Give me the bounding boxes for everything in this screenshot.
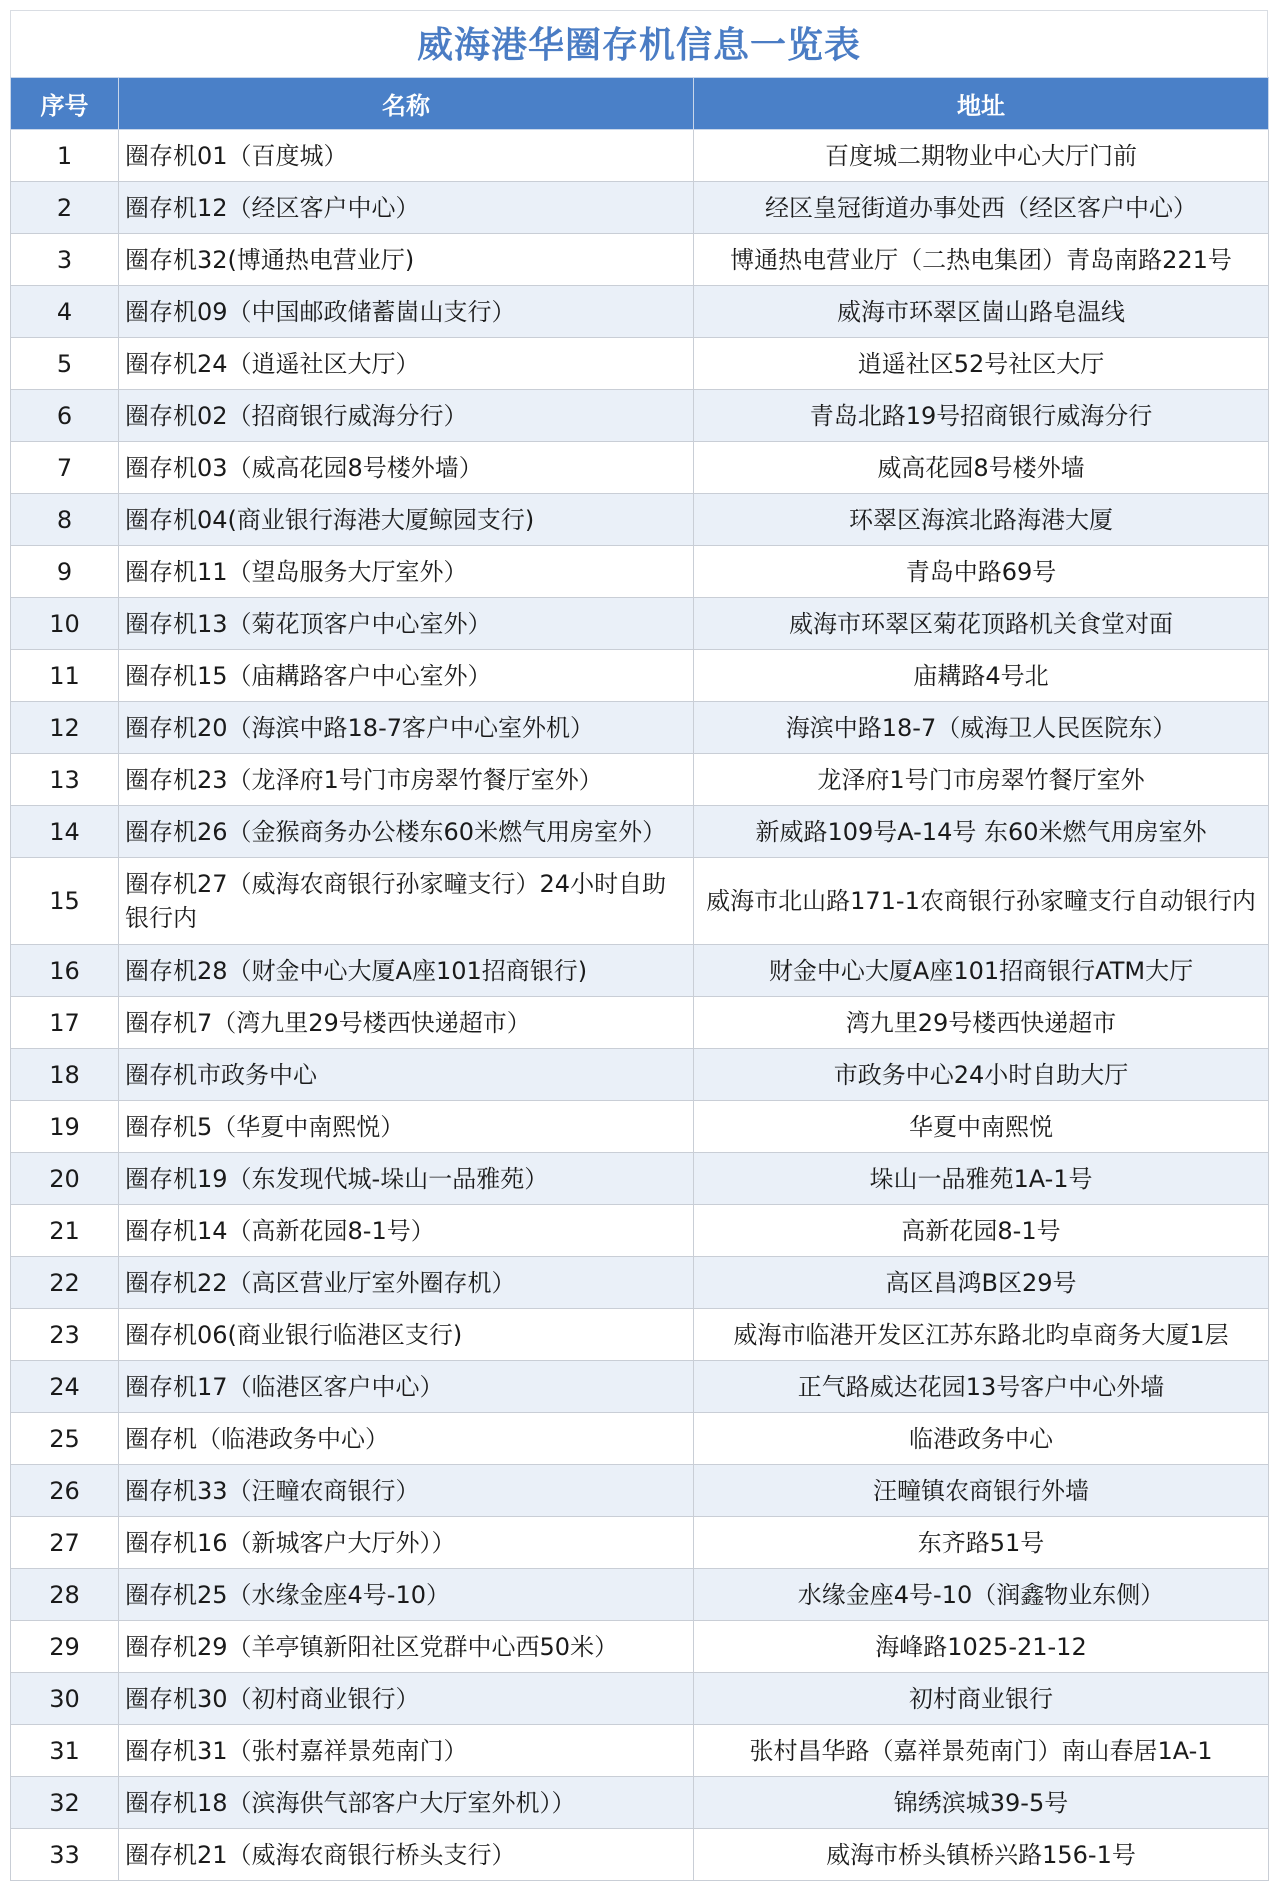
table-row (11, 858, 1269, 945)
row-address: 庙耩路4号北 (694, 650, 1269, 702)
table-row (11, 494, 1269, 546)
row-address: 初村商业银行 (694, 1673, 1269, 1725)
row-index: 1 (11, 130, 119, 182)
table-row (11, 338, 1269, 390)
table-row (11, 598, 1269, 650)
row-address: 张村昌华路（嘉祥景苑南门）南山春居1A-1 (694, 1725, 1269, 1777)
table-row (11, 1205, 1269, 1257)
row-address: 海峰路1025-21-12 (694, 1621, 1269, 1673)
row-index: 5 (11, 338, 119, 390)
row-name: 圈存机32(博通热电营业厅) (119, 234, 694, 286)
row-index: 15 (11, 858, 119, 945)
table-row (11, 702, 1269, 754)
row-name: 圈存机22（高区营业厅室外圈存机） (119, 1257, 694, 1309)
row-address: 正气路威达花园13号客户中心外墙 (694, 1361, 1269, 1413)
row-index: 24 (11, 1361, 119, 1413)
row-address: 青岛中路69号 (694, 546, 1269, 598)
row-index: 19 (11, 1101, 119, 1153)
table-row (11, 1569, 1269, 1621)
table-row (11, 182, 1269, 234)
row-name: 圈存机29（羊亭镇新阳社区党群中心西50米） (119, 1621, 694, 1673)
row-index: 33 (11, 1829, 119, 1881)
row-index: 6 (11, 390, 119, 442)
table-row (11, 1777, 1269, 1829)
row-name: 圈存机04(商业银行海港大厦鲸园支行) (119, 494, 694, 546)
row-address: 经区皇冠街道办事处西（经区客户中心） (694, 182, 1269, 234)
table-row (11, 1361, 1269, 1413)
row-index: 27 (11, 1517, 119, 1569)
row-name: 圈存机14（高新花园8-1号） (119, 1205, 694, 1257)
row-name: 圈存机7（湾九里29号楼西快递超市） (119, 997, 694, 1049)
table-row (11, 1621, 1269, 1673)
row-address: 汪疃镇农商银行外墙 (694, 1465, 1269, 1517)
row-name: 圈存机25（水缘金座4号-10） (119, 1569, 694, 1621)
table-row (11, 1829, 1269, 1881)
row-index: 22 (11, 1257, 119, 1309)
row-index: 26 (11, 1465, 119, 1517)
row-name: 圈存机28（财金中心大厦A座101招商银行) (119, 945, 694, 997)
row-index: 2 (11, 182, 119, 234)
row-index: 23 (11, 1309, 119, 1361)
row-address: 威海市桥头镇桥兴路156-1号 (694, 1829, 1269, 1881)
row-address: 逍遥社区52号社区大厅 (694, 338, 1269, 390)
row-name: 圈存机18（滨海供气部客户大厅室外机）） (119, 1777, 694, 1829)
table-row (11, 945, 1269, 997)
row-name: 圈存机15（庙耩路客户中心室外） (119, 650, 694, 702)
table-row (11, 754, 1269, 806)
header-index: 序号 (11, 78, 119, 130)
row-index: 4 (11, 286, 119, 338)
table-body (11, 130, 1269, 1881)
row-name: 圈存机23（龙泽府1号门市房翠竹餐厅室外） (119, 754, 694, 806)
table-row (11, 442, 1269, 494)
row-address: 百度城二期物业中心大厅门前 (694, 130, 1269, 182)
row-address: 环翠区海滨北路海港大厦 (694, 494, 1269, 546)
row-index: 20 (11, 1153, 119, 1205)
row-address: 新威路109号A-14号 东60米燃气用房室外 (694, 806, 1269, 858)
row-name: 圈存机16（新城客户大厅外）） (119, 1517, 694, 1569)
row-name: 圈存机09（中国邮政储蓄崮山支行） (119, 286, 694, 338)
row-name: 圈存机（临港政务中心） (119, 1413, 694, 1465)
table-row (11, 1517, 1269, 1569)
row-name: 圈存机01（百度城） (119, 130, 694, 182)
row-address: 湾九里29号楼西快递超市 (694, 997, 1269, 1049)
row-address: 博通热电营业厅（二热电集团）青岛南路221号 (694, 234, 1269, 286)
row-name: 圈存机02（招商银行威海分行） (119, 390, 694, 442)
row-name: 圈存机26（金猴商务办公楼东60米燃气用房室外） (119, 806, 694, 858)
row-address: 海滨中路18-7（威海卫人民医院东） (694, 702, 1269, 754)
table-row (11, 1049, 1269, 1101)
table-row (11, 1725, 1269, 1777)
info-table (10, 77, 1269, 1881)
row-index: 12 (11, 702, 119, 754)
row-index: 18 (11, 1049, 119, 1101)
header-address: 地址 (694, 78, 1269, 130)
row-address: 华夏中南熙悦 (694, 1101, 1269, 1153)
row-address: 高新花园8-1号 (694, 1205, 1269, 1257)
row-index: 11 (11, 650, 119, 702)
row-address: 水缘金座4号-10（润鑫物业东侧） (694, 1569, 1269, 1621)
row-name: 圈存机19（东发现代城-垛山一品雅苑） (119, 1153, 694, 1205)
row-name: 圈存机12（经区客户中心） (119, 182, 694, 234)
row-name: 圈存机13（菊花顶客户中心室外） (119, 598, 694, 650)
row-address: 龙泽府1号门市房翠竹餐厅室外 (694, 754, 1269, 806)
row-address: 高区昌鸿B区29号 (694, 1257, 1269, 1309)
row-address: 市政务中心24小时自助大厅 (694, 1049, 1269, 1101)
row-name: 圈存机21（威海农商银行桥头支行） (119, 1829, 694, 1881)
row-name: 圈存机33（汪疃农商银行） (119, 1465, 694, 1517)
row-index: 17 (11, 997, 119, 1049)
row-name: 圈存机03（威高花园8号楼外墙） (119, 442, 694, 494)
table-row (11, 390, 1269, 442)
table-row (11, 1673, 1269, 1725)
page-title: 威海港华圈存机信息一览表 (416, 25, 861, 66)
table-row (11, 130, 1269, 182)
table-row (11, 286, 1269, 338)
table-row (11, 1309, 1269, 1361)
row-address: 威海市环翠区崮山路皂温线 (694, 286, 1269, 338)
row-index: 9 (11, 546, 119, 598)
row-index: 32 (11, 1777, 119, 1829)
row-address: 威高花园8号楼外墙 (694, 442, 1269, 494)
row-name: 圈存机5（华夏中南熙悦） (119, 1101, 694, 1153)
row-name: 圈存机24（逍遥社区大厅） (119, 338, 694, 390)
row-name: 圈存机06(商业银行临港区支行) (119, 1309, 694, 1361)
table-row (11, 1257, 1269, 1309)
row-address: 锦绣滨城39-5号 (694, 1777, 1269, 1829)
row-index: 30 (11, 1673, 119, 1725)
row-index: 29 (11, 1621, 119, 1673)
row-address: 威海市环翠区菊花顶路机关食堂对面 (694, 598, 1269, 650)
row-index: 8 (11, 494, 119, 546)
row-index: 7 (11, 442, 119, 494)
row-address: 东齐路51号 (694, 1517, 1269, 1569)
row-index: 16 (11, 945, 119, 997)
row-name: 圈存机市政务中心 (119, 1049, 694, 1101)
table-row (11, 1101, 1269, 1153)
table-header-row (11, 78, 1269, 130)
table-row (11, 650, 1269, 702)
row-address: 垛山一品雅苑1A-1号 (694, 1153, 1269, 1205)
row-index: 25 (11, 1413, 119, 1465)
table-row (11, 546, 1269, 598)
table-row (11, 1465, 1269, 1517)
row-address: 临港政务中心 (694, 1413, 1269, 1465)
row-name: 圈存机27（威海农商银行孙家疃支行）24小时自助银行内 (119, 858, 694, 945)
row-index: 21 (11, 1205, 119, 1257)
row-index: 10 (11, 598, 119, 650)
row-name: 圈存机17（临港区客户中心） (119, 1361, 694, 1413)
row-address: 威海市北山路171-1农商银行孙家疃支行自动银行内 (694, 858, 1269, 945)
row-name: 圈存机31（张村嘉祥景苑南门） (119, 1725, 694, 1777)
row-address: 青岛北路19号招商银行威海分行 (694, 390, 1269, 442)
table-row (11, 1413, 1269, 1465)
header-name: 名称 (119, 78, 694, 130)
row-name: 圈存机11（望岛服务大厅室外） (119, 546, 694, 598)
row-name: 圈存机20（海滨中路18-7客户中心室外机） (119, 702, 694, 754)
row-name: 圈存机30（初村商业银行） (119, 1673, 694, 1725)
row-address: 财金中心大厦A座101招商银行ATM大厅 (694, 945, 1269, 997)
row-index: 28 (11, 1569, 119, 1621)
row-index: 31 (11, 1725, 119, 1777)
table-row (11, 1153, 1269, 1205)
row-index: 3 (11, 234, 119, 286)
row-index: 14 (11, 806, 119, 858)
row-address: 威海市临港开发区江苏东路北昀卓商务大厦1层 (694, 1309, 1269, 1361)
table-row (11, 997, 1269, 1049)
table-row (11, 234, 1269, 286)
table-row (11, 806, 1269, 858)
row-index: 13 (11, 754, 119, 806)
document-sheet (10, 10, 1268, 1872)
